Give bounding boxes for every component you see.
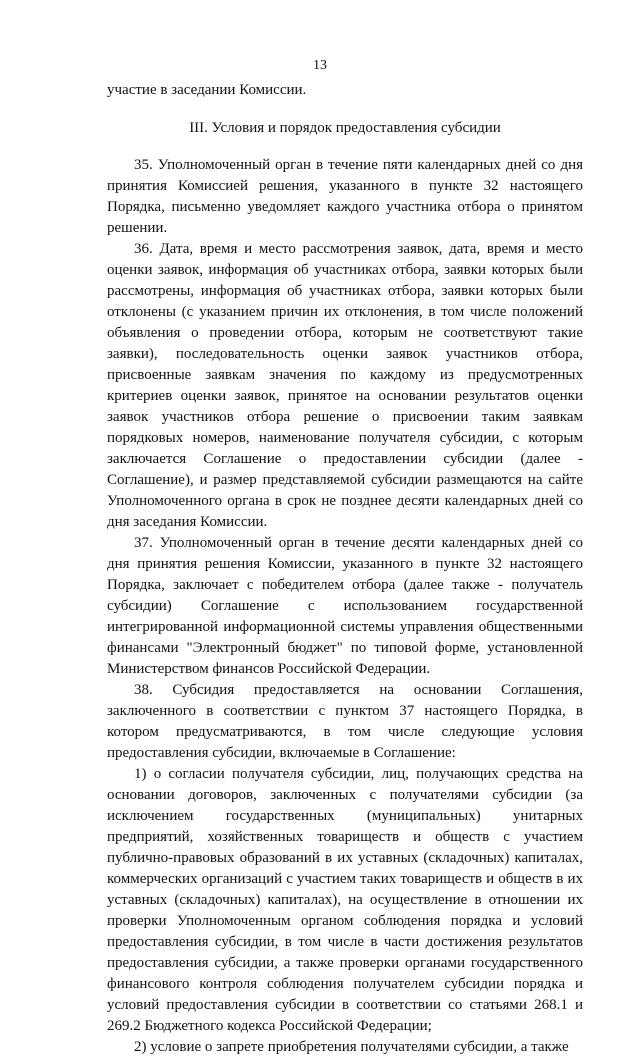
lead-text: участие в заседании Комиссии. xyxy=(107,82,307,98)
paragraph-37: 37. Уполномоченный орган в течение десяти календарных дней со дня принятия решения Комиссии, указанного в пункте 32 настоящего Порядка, заключает с победителем отбора (далее также - получатель субсидии) Соглашение с использованием государственной интегрированной информационной системы управления общественными финансами "Электронный бюджет" по типовой форме, установленной Министерством финансов Российской Федерации. xyxy=(107,535,583,677)
page-number: 13 xyxy=(313,58,327,73)
paragraph-38-item-2: 2) условие о запрете приобретения получателями субсидии, а также xyxy=(134,1039,569,1055)
paragraph-35: 35. Уполномоченный орган в течение пяти календарных дней со дня принятия Комиссией решения, указанного в пункте 32 настоящего Порядка, письменно уведомляет каждого участника отбора о принятом решении. xyxy=(107,157,583,236)
paragraph-38-item-1: 1) о согласии получателя субсидии, лиц, получающих средства на основании договоров, заключенных с получателями субсидии (за исключением государственных (муниципальных) унитарных предприятий, хозяйственных товариществ и обществ с участием публично-правовых образований в их уставных (складочных) капиталах, коммерческих организаций с участием таких товариществ и обществ в их уставных (складочных) капиталах), на осуществление в отношении их проверки Уполномоченным органом соблюдения порядка и условий предоставления субсидии, в том числе в части достижения результатов предоставления субсидии, а также проверки органами государственного финансового контроля соблюдения получателем субсидии порядка и условий предоставления субсидии в соответствии со статьями 268.1 и 269.2 Бюджетного кодекса Российской Федерации; xyxy=(107,766,583,1034)
paragraph-36: 36. Дата, время и место рассмотрения заявок, дата, время и место оценки заявок, информация об участниках отбора, заявки которых были рассмотрены, информация об участниках отбора, заявки которых были отклонены (с указанием причин их отклонения, в том числе положений объявления о проведении отбора, которым не соответствуют такие заявки), последовательность оценки заявок участников отбора, присвоенные заявкам значения по каждому из предусмотренных критериев оценки заявок, принятое на основании результатов оценки заявок участников отбора решение о присвоении таким заявкам порядковых номеров, наименование получателя субсидии, с которым заключается Соглашение о предоставлении субсидии (далее - Соглашение), и размер представляемой субсидии размещаются на сайте Уполномоченного органа в срок не позднее десяти календарных дней со дня заседания Комиссии. xyxy=(107,241,583,530)
section-title: III. Условия и порядок предоставления субсидии xyxy=(189,120,501,136)
document-body xyxy=(107,80,583,1058)
paragraph-38: 38. Субсидия предоставляется на основании Соглашения, заключенного в соответствии с пунктом 37 настоящего Порядка, в котором предусматриваются, в том числе следующие условия предоставления субсидии, включаемые в Соглашение: xyxy=(107,682,583,761)
